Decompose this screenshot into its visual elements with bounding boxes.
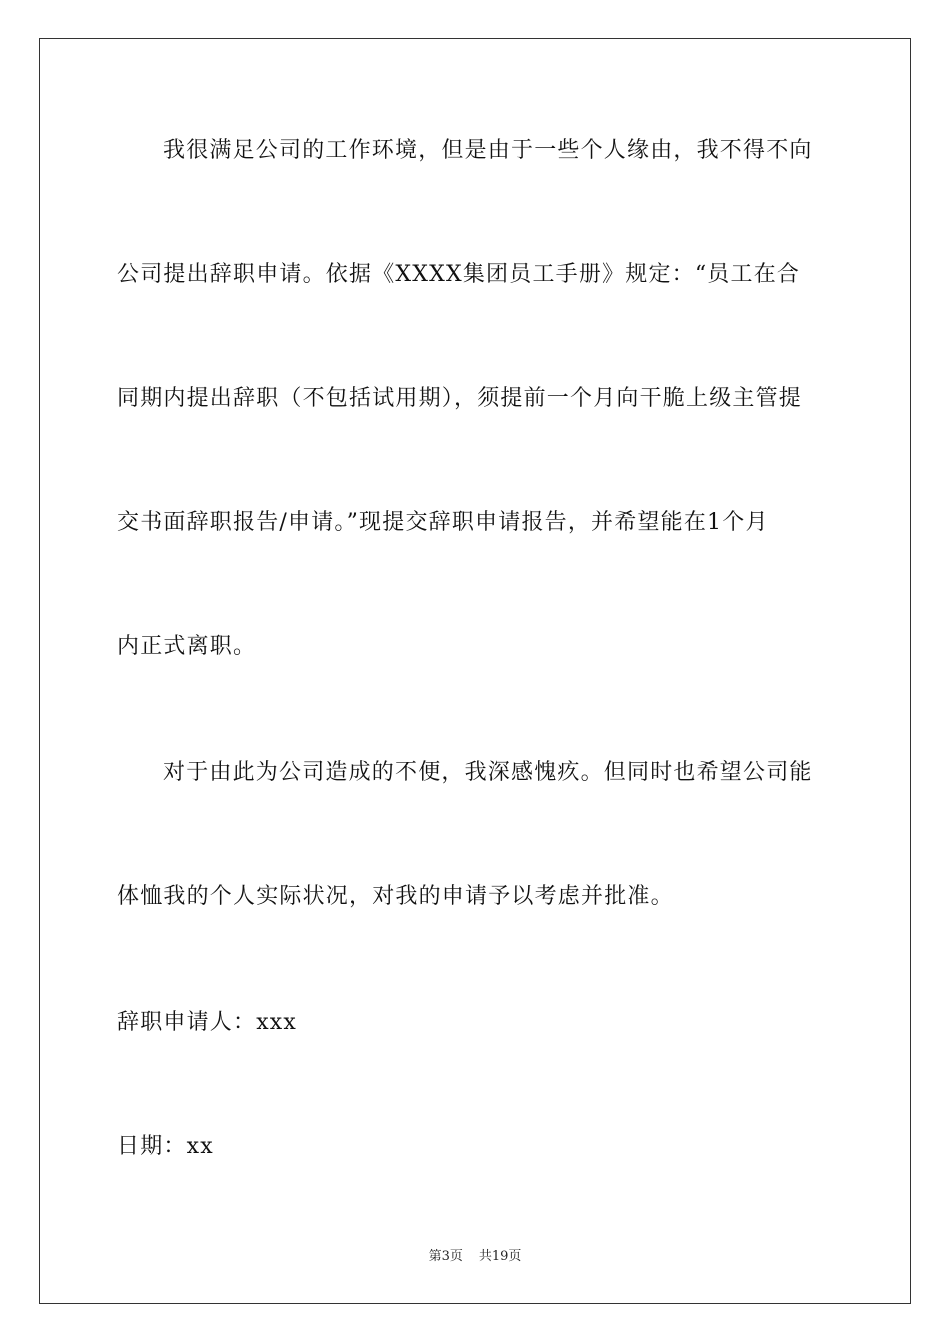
paragraph-1-line-4: 交书面辞职报告/申请。”现提交辞职申请报告，并希望能在1个月 (117, 510, 769, 535)
paragraph-2-line-1: 对于由此为公司造成的不便，我深感愧疚。但同时也希望公司能 (163, 760, 813, 785)
paragraph-1-line-2: 公司提出辞职申请。依据《XXXX集团员工手册》规定：“员工在合 (117, 262, 801, 287)
paragraph-1-line-5: 内正式离职。 (117, 634, 257, 659)
paragraph-1-line-1: 我很满足公司的工作环境，但是由于一些个人缘由，我不得不向 (163, 138, 813, 163)
page-footer (0, 1248, 950, 1266)
paragraph-1-line-3: 同期内提出辞职（不包括试用期），须提前一个月向干脆上级主管提 (117, 386, 803, 411)
applicant-line: 辞职申请人：xxx (117, 1010, 298, 1035)
date-line: 日期：xx (117, 1134, 214, 1159)
current-page-number: 第3页 (428, 1249, 463, 1264)
total-pages: 共19页 (478, 1249, 522, 1264)
paragraph-2-line-2: 体恤我的个人实际状况，对我的申请予以考虑并批准。 (117, 884, 674, 909)
page-border (39, 38, 911, 1304)
